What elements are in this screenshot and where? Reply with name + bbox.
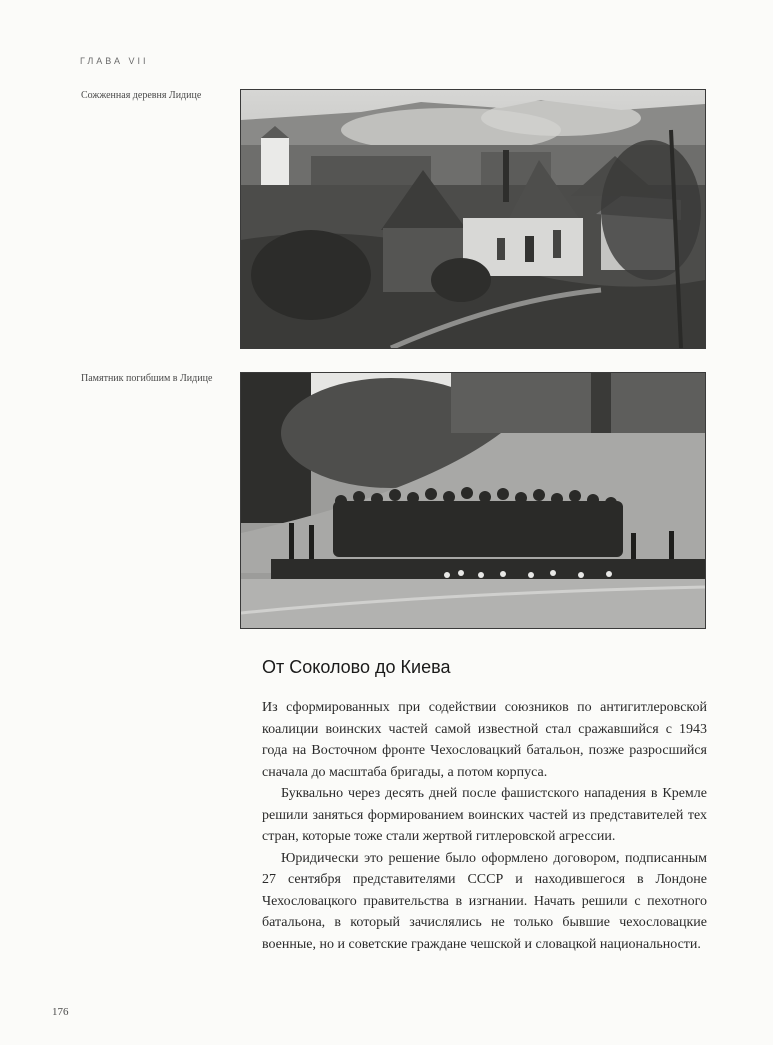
memorial-image [241,373,705,628]
page-number: 176 [52,1006,69,1018]
section-title: От Соколово до Киева [262,657,451,677]
body-text [262,697,707,955]
figure-caption-lidice-memorial: Памятник погибшим в Лидице [81,373,213,384]
paragraph-1: Из сформированных при содействии союзников по антигитлеровской коалиции воинских частей самой известной стал сражавшийся с 1943 года на Восточном фронте Чехословацкий батальон, позже разросшийся сначала до масштаба бригады, а потом корпуса. [262,700,707,780]
photo-burned-village [240,89,706,349]
photo-memorial [240,372,706,629]
figure-caption-lidice-burned: Сожженная деревня Лидице [81,90,202,101]
paragraph-3: Юридически это решение было оформлено договором, подписанным 27 сентября представителями СССР и находившегося в Лондоне Чехословацкого правительства в изгнании. Начать решили с пехотного батальона, в который зачислялись не только бывшие чехословацкие военные, но и советские граждане чешской и словацкой национальности. [262,850,707,952]
paragraph-2: Буквально через десять дней после фашистского нападения в Кремле решили заняться формированием воинских частей из представителей тех стран, которые тоже стали жертвой гитлеровской агрессии. [262,786,707,844]
chapter-header: ГЛАВА VII [80,56,149,66]
burned-village-image [241,90,705,348]
